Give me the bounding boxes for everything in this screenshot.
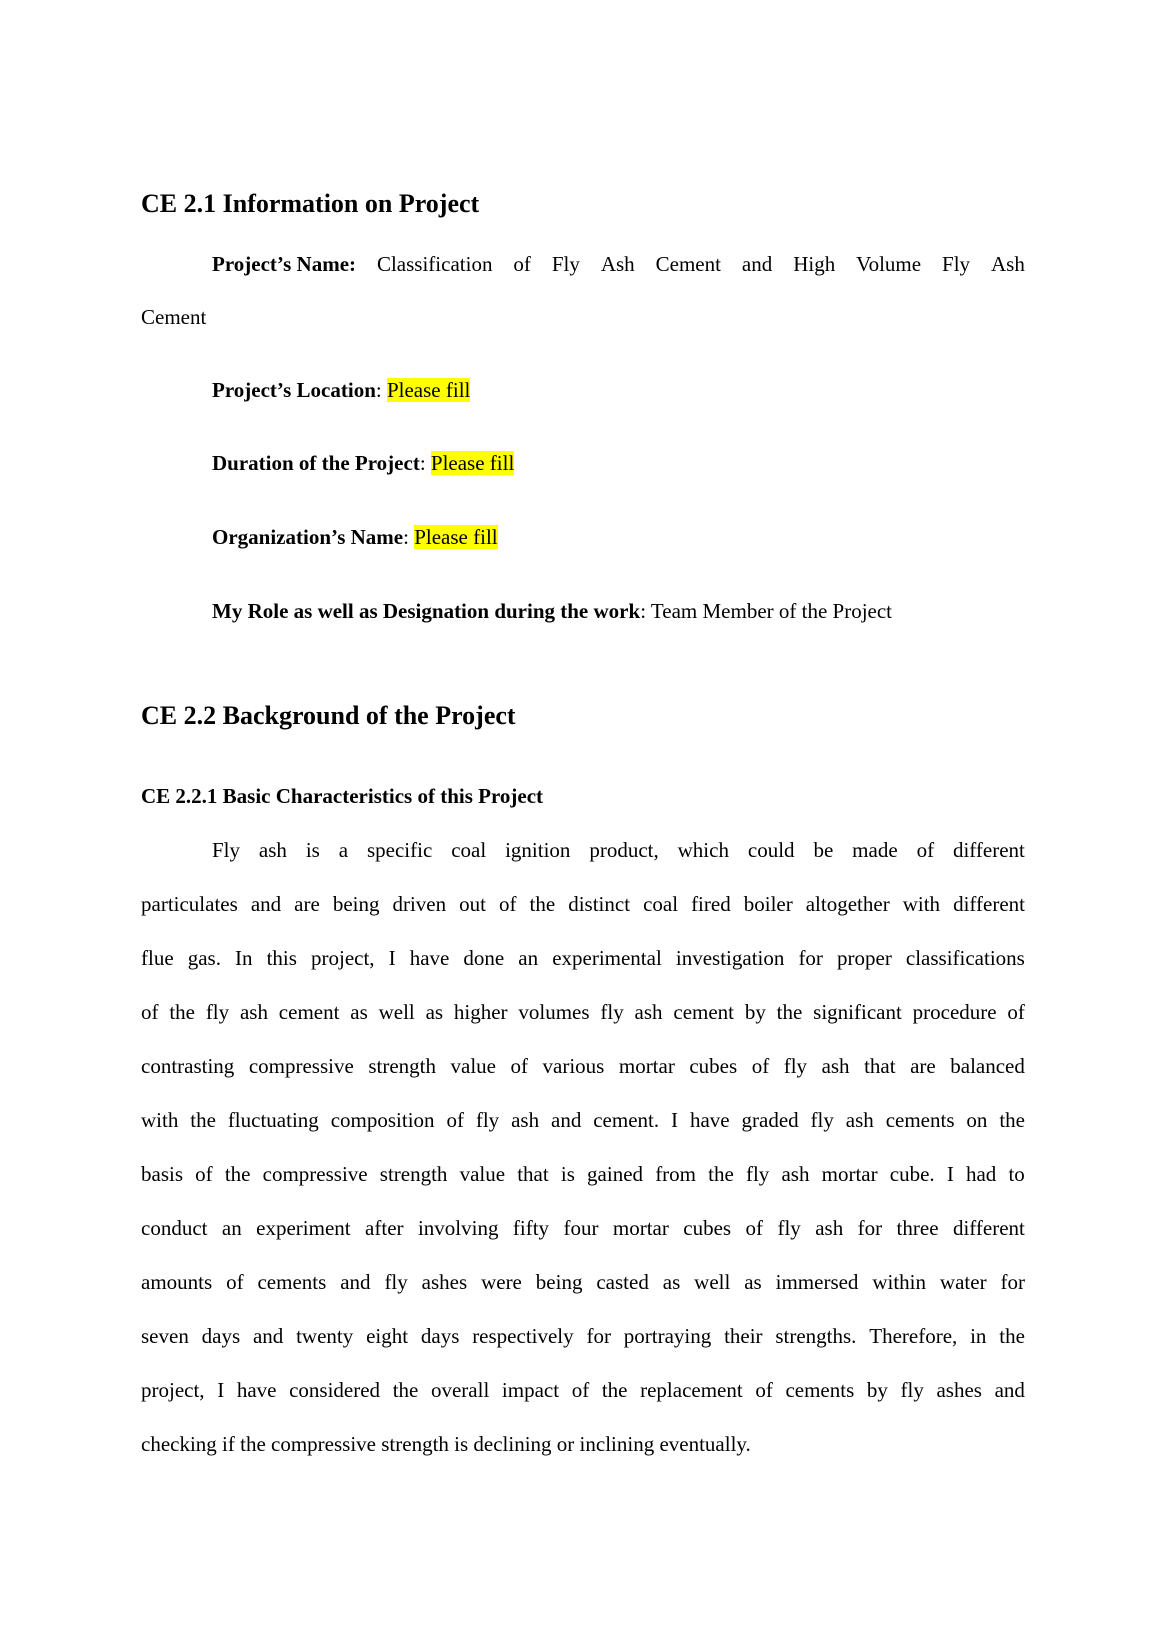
paragraph-word: ash	[634, 1000, 663, 1024]
paragraph-word: significant	[813, 1000, 902, 1024]
paragraph-word: Fly	[212, 838, 241, 862]
paragraph-word: strength	[368, 1054, 436, 1078]
paragraph-word: ash	[845, 1108, 874, 1132]
paragraph-word: of	[226, 1270, 244, 1294]
paragraph-word: replacement	[640, 1378, 743, 1402]
paragraph-word: proper	[837, 946, 892, 970]
paragraph-word: as	[662, 1270, 681, 1294]
role-label: My Role as well as Designation during the work	[212, 599, 641, 623]
paragraph-word: by	[866, 1378, 888, 1402]
label-colon: :	[640, 599, 651, 623]
paragraph-word: contrasting	[141, 1054, 235, 1078]
paragraph-word: driven	[392, 892, 447, 916]
paragraph-word: cements	[885, 1108, 955, 1132]
paragraph-word: is	[305, 838, 320, 862]
paragraph-word: of	[510, 1054, 528, 1078]
paragraph-word: as	[425, 1000, 444, 1024]
paragraph-word: conduct	[141, 1216, 208, 1240]
paragraph-word: within	[872, 1270, 927, 1294]
paragraph-word: of	[755, 1378, 773, 1402]
paragraph-word: fly	[205, 1000, 230, 1024]
paragraph-word: the	[776, 1000, 803, 1024]
paragraph-word: fly	[900, 1378, 924, 1402]
paragraph-word: with	[902, 892, 941, 916]
paragraph-word: balanced	[950, 1054, 1025, 1078]
paragraph-word: out	[459, 892, 486, 916]
paragraph-word: particulates	[141, 892, 238, 916]
paragraph-line	[141, 945, 1025, 971]
paragraph-word: ash	[511, 1108, 540, 1132]
project-name-continuation: Cement	[141, 305, 207, 329]
project-name-word: Classification	[376, 252, 493, 276]
paragraph-word: of	[141, 1000, 159, 1024]
paragraph-word: cement	[673, 1000, 735, 1024]
project-name-word: Ash	[600, 252, 635, 276]
paragraph-word: ignition	[505, 838, 571, 862]
paragraph-word: compressive	[262, 1162, 368, 1186]
paragraph-word: an	[221, 1216, 242, 1240]
paragraph-line	[141, 999, 1025, 1025]
paragraph-word: cube.	[889, 1162, 935, 1186]
paragraph-word: for	[586, 1324, 611, 1348]
paragraph-word: days	[420, 1324, 460, 1348]
paragraph-word: compressive	[248, 1054, 354, 1078]
paragraph-word: and	[340, 1270, 371, 1294]
role-value: Team Member of the Project	[650, 599, 893, 623]
paragraph-word: the	[708, 1162, 734, 1186]
paragraph-word: which	[677, 838, 729, 862]
subsection-heading-characteristics: CE 2.2.1 Basic Characteristics of this Project	[141, 784, 544, 808]
project-name-word: Fly	[942, 252, 971, 276]
paragraph-word: ash	[821, 1054, 850, 1078]
paragraph-word: I	[671, 1108, 679, 1132]
organization-label: Organization’s Name	[212, 525, 404, 549]
paragraph-word: fly	[475, 1108, 500, 1132]
project-duration-value: Please fill	[430, 451, 515, 475]
paragraph-word: being	[535, 1270, 583, 1294]
label-colon: :	[375, 378, 387, 402]
paragraph-word: the	[169, 1000, 195, 1024]
paragraph-word: immersed	[775, 1270, 859, 1294]
paragraph-word: the	[392, 1378, 419, 1402]
paragraph-word: fly	[745, 1162, 770, 1186]
paragraph-word: have	[236, 1378, 277, 1402]
paragraph-word: by	[744, 1000, 766, 1024]
paragraph-word: strength	[379, 1162, 448, 1186]
paragraph-word: as	[744, 1270, 762, 1294]
paragraph-word: ashes	[421, 1270, 468, 1294]
paragraph-word: be	[813, 838, 834, 862]
paragraph-word: of	[446, 1108, 464, 1132]
paragraph-word: done	[463, 946, 505, 970]
paragraph-word: mortar	[821, 1162, 878, 1186]
paragraph-word: of	[916, 838, 935, 862]
paragraph-word: fly	[600, 1000, 624, 1024]
paragraph-word: distinct	[568, 892, 631, 916]
paragraph-word: of	[195, 1162, 213, 1186]
paragraph-word: casted	[596, 1270, 649, 1294]
paragraph-word: and	[250, 892, 282, 916]
paragraph-word: their	[724, 1324, 763, 1348]
paragraph-line-last: checking if the compressive strength is declining or inclining eventually.	[141, 1432, 751, 1456]
paragraph-line	[141, 1269, 1025, 1295]
paragraph-word: to	[1008, 1162, 1025, 1186]
paragraph-word: considered	[289, 1378, 381, 1402]
paragraph-word: were	[481, 1270, 522, 1294]
paragraph-word: four	[563, 1216, 599, 1240]
paragraph-word: project,	[141, 1378, 205, 1402]
paragraph-word: water	[939, 1270, 987, 1294]
paragraph-word: fly	[777, 1216, 801, 1240]
project-name-line	[212, 251, 1025, 277]
project-name-label: Project’s Name:	[212, 252, 357, 276]
paragraph-word: boiler	[743, 892, 793, 916]
organization-line	[212, 524, 1025, 550]
paragraph-word: seven	[141, 1324, 189, 1348]
paragraph-word: ash	[781, 1162, 810, 1186]
label-colon: :	[419, 451, 431, 475]
paragraph-word: well	[694, 1270, 731, 1294]
paragraph-word: portraying	[623, 1324, 712, 1348]
paragraph-word: being	[332, 892, 380, 916]
organization-value: Please fill	[414, 525, 498, 549]
paragraph-word: of	[571, 1378, 590, 1402]
paragraph-word: of	[1007, 1000, 1025, 1024]
paragraph-word: project,	[311, 946, 375, 970]
paragraph-word: twenty	[296, 1324, 354, 1348]
paragraph-word: overall	[430, 1378, 490, 1402]
paragraph-word: three	[896, 1216, 939, 1240]
paragraph-word: fifty	[512, 1216, 550, 1240]
paragraph-word: impact	[501, 1378, 560, 1402]
project-location-line	[212, 377, 1025, 403]
paragraph-word: higher	[453, 1000, 508, 1024]
paragraph-word: the	[999, 1324, 1025, 1348]
paragraph-word: basis	[141, 1162, 183, 1186]
project-location-value: Please fill	[386, 378, 471, 402]
paragraph-word: with	[141, 1108, 179, 1132]
paragraph-line	[141, 1215, 1025, 1241]
project-duration-line	[212, 450, 1025, 476]
paragraph-word: as	[350, 1000, 368, 1024]
paragraph-word: ashes	[936, 1378, 982, 1402]
paragraph-word: graded	[741, 1108, 799, 1132]
paragraph-word: made	[852, 838, 898, 862]
paragraph-word: cubes	[689, 1054, 738, 1078]
paragraph-word: amounts	[141, 1270, 213, 1294]
paragraph-line	[141, 1377, 1025, 1403]
paragraph-word: In	[235, 946, 253, 970]
paragraph-word: for	[857, 1216, 883, 1240]
paragraph-word: after	[365, 1216, 404, 1240]
paragraph-word: investigation	[675, 946, 785, 970]
paragraph-word: cement	[278, 1000, 340, 1024]
paragraph-word: involving	[417, 1216, 499, 1240]
paragraph-word: different	[952, 838, 1025, 862]
paragraph-word: the	[224, 1162, 251, 1186]
paragraph-word: have	[689, 1108, 730, 1132]
paragraph-word: have	[409, 946, 450, 970]
paragraph-word: different	[952, 1216, 1025, 1240]
paragraph-word: gained	[587, 1162, 644, 1186]
project-name-word: of	[513, 252, 531, 276]
paragraph-word: and	[252, 1324, 284, 1348]
project-name-word: Ash	[991, 252, 1025, 276]
paragraph-word: this	[266, 946, 297, 970]
paragraph-word: could	[747, 838, 795, 862]
project-location-label: Project’s Location	[212, 378, 376, 402]
paragraph-word: from	[655, 1162, 697, 1186]
section-heading-information: CE 2.1 Information on Project	[141, 189, 480, 218]
paragraph-word: product,	[589, 838, 659, 862]
paragraph-word: different	[953, 892, 1025, 916]
paragraph-word: fly	[810, 1108, 834, 1132]
paragraph-word: for	[798, 946, 823, 970]
paragraph-word: cements	[257, 1270, 327, 1294]
paragraph-word: fly	[783, 1054, 808, 1078]
paragraph-word: fly	[384, 1270, 408, 1294]
paragraph-word: various	[542, 1054, 605, 1078]
paragraph-word: value	[450, 1054, 496, 1078]
section-heading-background: CE 2.2 Background of the Project	[141, 701, 516, 730]
paragraph-word: the	[601, 1378, 628, 1402]
paragraph-word: an	[518, 946, 539, 970]
paragraph-word: cement.	[593, 1108, 660, 1132]
paragraph-word: specific	[366, 838, 433, 862]
paragraph-word: value	[459, 1162, 506, 1186]
paragraph-word: are	[910, 1054, 936, 1078]
paragraph-word: that	[517, 1162, 549, 1186]
paragraph-word: well	[378, 1000, 415, 1024]
paragraph-word: days	[201, 1324, 241, 1348]
paragraph-word: volumes	[518, 1000, 590, 1024]
paragraph-word: of	[745, 1216, 764, 1240]
paragraph-word: coal	[451, 838, 487, 862]
paragraph-word: I	[946, 1162, 954, 1186]
paragraph-word: experimental	[552, 946, 662, 970]
paragraph-word: that	[864, 1054, 896, 1078]
paragraph-word: strengths.	[775, 1324, 857, 1348]
paragraph-line	[141, 1323, 1025, 1349]
paragraph-line	[212, 837, 1025, 863]
label-colon: :	[403, 525, 415, 549]
paragraph-word: gas.	[187, 946, 221, 970]
paragraph-word: cubes	[683, 1216, 732, 1240]
paragraph-word: the	[190, 1108, 216, 1132]
paragraph-word: and	[551, 1108, 582, 1132]
project-duration-label: Duration of the Project	[212, 451, 420, 475]
paragraph-word: of	[751, 1054, 770, 1078]
paragraph-word: classifications	[905, 946, 1025, 970]
paragraph-word: ash	[258, 838, 287, 862]
paragraph-word: flue	[141, 946, 174, 970]
paragraph-word: coal	[643, 892, 679, 916]
project-name-word: Cement	[655, 252, 721, 276]
paragraph-word: of	[499, 892, 517, 916]
paragraph-word: eight	[366, 1324, 409, 1348]
paragraph-word: mortar	[612, 1216, 669, 1240]
paragraph-word: mortar	[618, 1054, 675, 1078]
paragraph-word: procedure	[912, 1000, 997, 1024]
paragraph-word: respectively	[472, 1324, 574, 1348]
paragraph-word: I	[217, 1378, 225, 1402]
paragraph-word: cements	[785, 1378, 855, 1402]
paragraph-word: composition	[330, 1108, 435, 1132]
paragraph-word: a	[338, 838, 349, 862]
project-name-word: Volume	[856, 252, 922, 276]
paragraph-line	[141, 1053, 1025, 1079]
paragraph-line	[141, 1107, 1025, 1133]
project-name-word: High	[793, 252, 836, 276]
paragraph-word: on	[966, 1108, 988, 1132]
paragraph-word: fired	[691, 892, 731, 916]
paragraph-word: ash	[239, 1000, 268, 1024]
paragraph-word: for	[1000, 1270, 1025, 1294]
paragraph-line	[141, 891, 1025, 917]
paragraph-line	[141, 1161, 1025, 1187]
paragraph-word: ash	[815, 1216, 844, 1240]
paragraph-word: the	[999, 1108, 1025, 1132]
paragraph-word: are	[294, 892, 320, 916]
paragraph-word: Therefore,	[869, 1324, 958, 1348]
paragraph-word: is	[560, 1162, 575, 1186]
project-name-word: and	[741, 252, 773, 276]
paragraph-word: altogether	[805, 892, 890, 916]
paragraph-word: experiment	[256, 1216, 351, 1240]
paragraph-word: I	[388, 946, 396, 970]
role-line	[212, 598, 1025, 624]
paragraph-word: in	[970, 1324, 987, 1348]
project-name-word: Fly	[551, 252, 580, 276]
paragraph-word: had	[965, 1162, 997, 1186]
paragraph-word: and	[994, 1378, 1025, 1402]
paragraph-word: the	[529, 892, 556, 916]
paragraph-word: fluctuating	[227, 1108, 319, 1132]
